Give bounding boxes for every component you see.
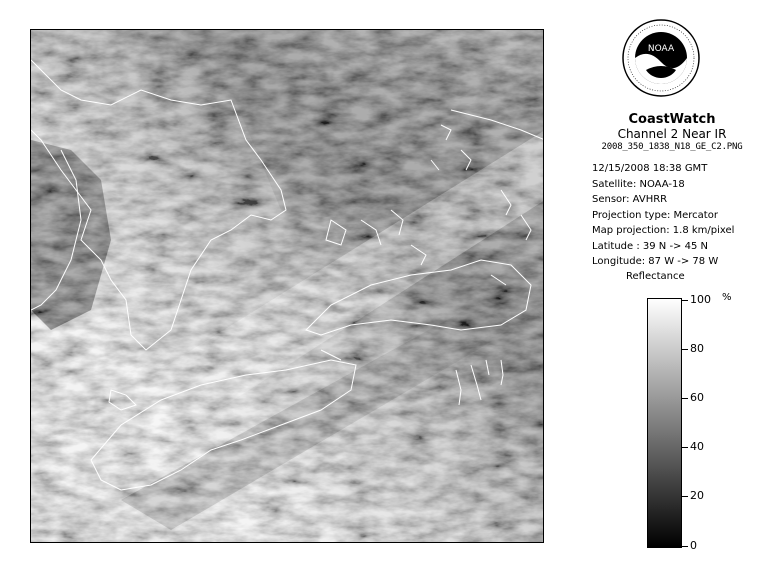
satellite-image <box>30 29 544 543</box>
file-name: 2008_350_1838_N18_GE_C2.PNG <box>601 142 743 152</box>
scale-tick <box>682 447 688 448</box>
meta-satellite: Satellite: NOAA-18 <box>592 178 685 190</box>
scale-tick <box>682 496 688 497</box>
scale-unit: % <box>722 292 732 303</box>
meta-sensor: Sensor: AVHRR <box>592 194 668 205</box>
scale-tick-label: 40 <box>690 440 704 453</box>
meta-longitude: Longitude: 87 W -> 78 W <box>592 256 719 267</box>
reflectance-colorbar <box>647 298 682 548</box>
page-title: CoastWatch <box>628 112 716 127</box>
scale-tick-label: 60 <box>690 391 704 404</box>
channel-subtitle: Channel 2 Near IR <box>617 127 727 141</box>
metadata-list <box>592 161 734 270</box>
scale-tick-label: 80 <box>690 342 704 355</box>
meta-datetime: 12/15/2008 18:38 GMT <box>592 163 708 174</box>
scale-tick-label: 0 <box>690 539 697 552</box>
meta-latitude: Latitude : 39 N -> 45 N <box>592 240 708 252</box>
meta-map-projection: Map projection: 1.8 km/pixel <box>592 225 735 236</box>
scale-tick-label: 20 <box>690 489 704 502</box>
header-info <box>566 112 778 154</box>
scale-title: Reflectance <box>626 271 685 282</box>
scale-tick <box>682 546 688 547</box>
scale-tick <box>682 398 688 399</box>
noaa-logo <box>621 18 701 98</box>
noaa-logo-text: NOAA <box>647 44 675 54</box>
satellite-image-canvas <box>31 30 544 543</box>
scale-tick <box>682 349 688 350</box>
noaa-seal-icon <box>621 18 701 98</box>
meta-projection-type: Projection type: Mercator <box>592 209 718 221</box>
scale-tick <box>682 300 688 301</box>
scale-tick-label: 100 <box>690 293 711 306</box>
